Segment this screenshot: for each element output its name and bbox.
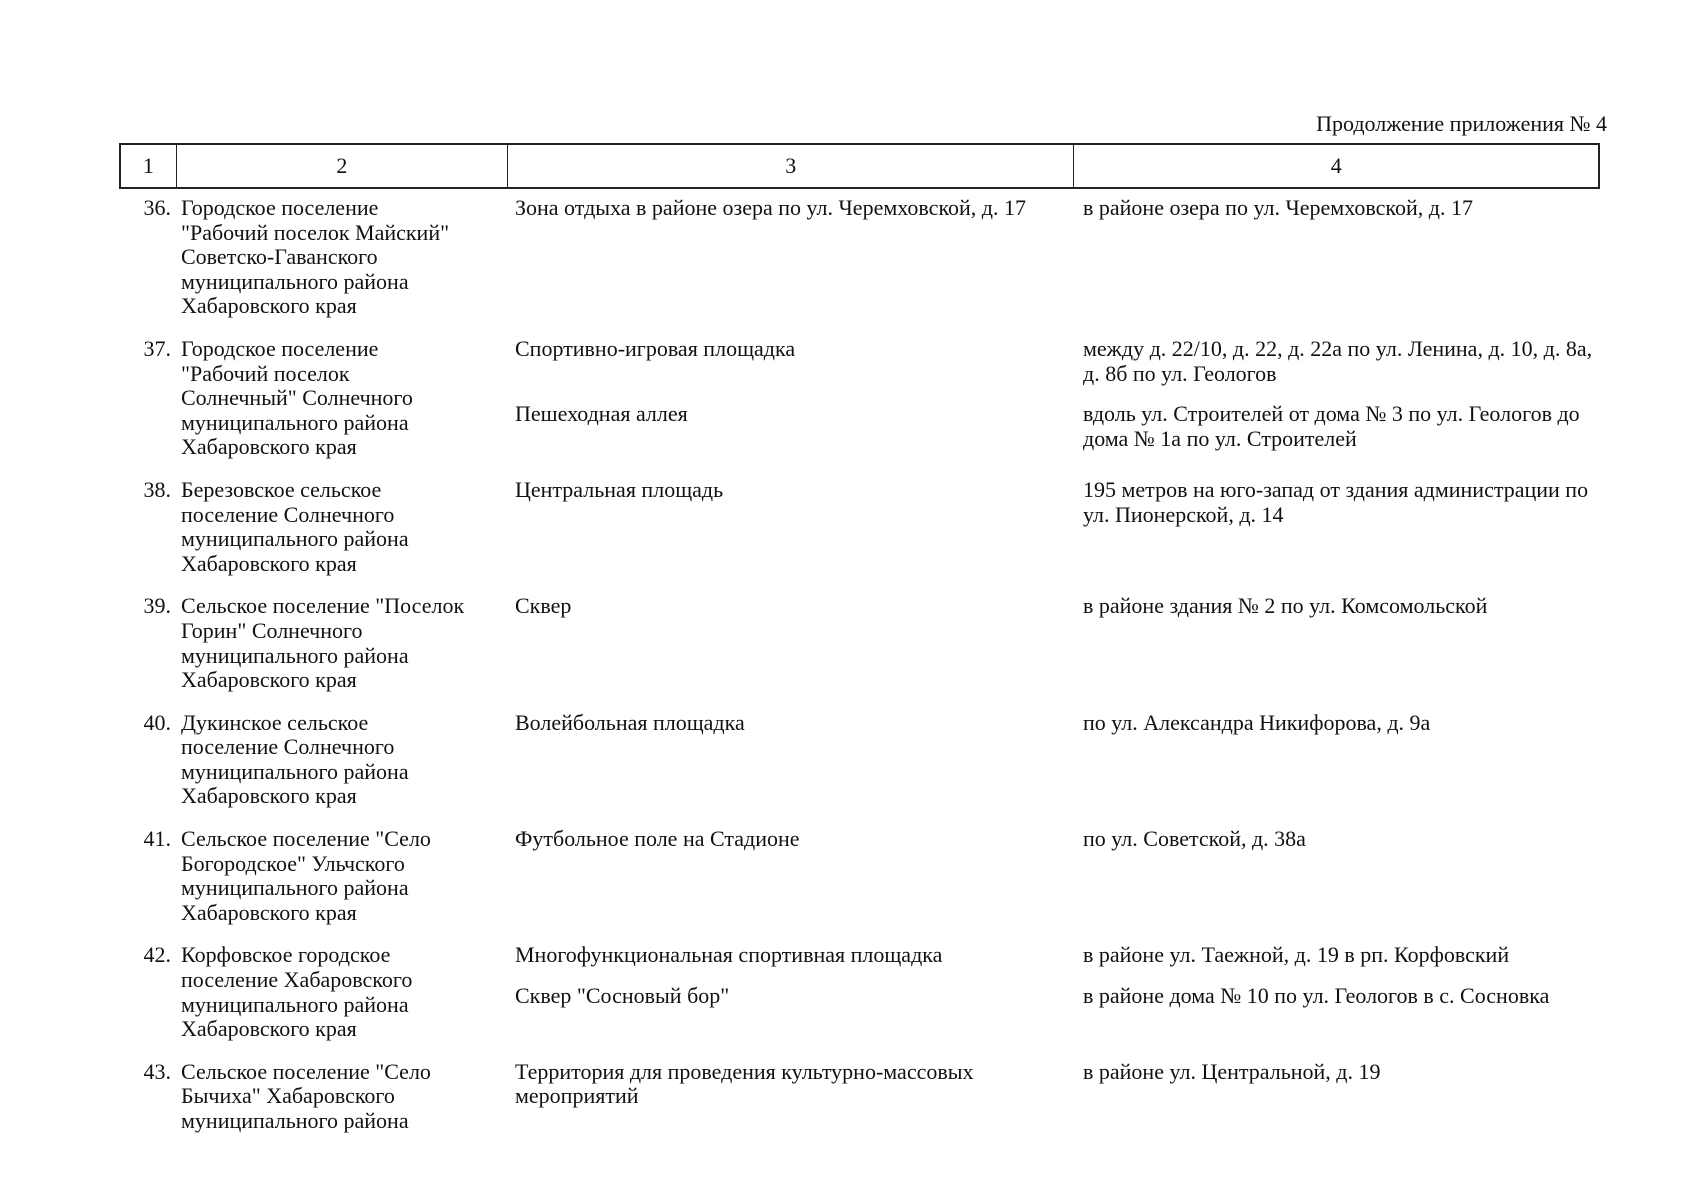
object-address: вдоль ул. Строителей от дома № 3 по ул. Геологов до дома № 1а по ул. Строителей xyxy=(1083,401,1580,451)
settlement-name xyxy=(175,711,507,809)
settlement-name-line: муниципального района xyxy=(181,758,409,784)
object-address: 195 метров на юго-запад от здания администрации по ул. Пионерской, д. 14 xyxy=(1083,476,1589,527)
object-address: в районе здания № 2 по ул. Комсомольской xyxy=(1083,593,1488,619)
settlement-name-line: Хабаровского края xyxy=(181,293,357,319)
settlement-name-line: муниципального района xyxy=(181,991,409,1017)
row-number: 39. xyxy=(143,593,171,619)
settlement-name-line: Дукинское сельское xyxy=(181,709,369,735)
object-address: в районе дома № 10 по ул. Геологов в с. Сосновка xyxy=(1083,983,1550,1009)
object-addresses xyxy=(1075,337,1600,460)
object-title: Футбольное поле на Стадионе xyxy=(515,826,800,852)
table-header xyxy=(119,143,1600,189)
settlement-name-line: поселение Хабаровского xyxy=(181,967,413,993)
object-title: Пешеходная аллея xyxy=(515,400,688,426)
settlement-name xyxy=(175,827,507,925)
object-addresses xyxy=(1075,827,1600,925)
settlement-name xyxy=(175,196,507,319)
object-title: Сквер xyxy=(515,593,572,619)
table-row xyxy=(119,943,1600,1059)
settlement-name xyxy=(175,478,507,576)
settlement-name-line: Солнечный" Солнечного xyxy=(181,385,413,411)
table-row xyxy=(119,478,1600,594)
settlement-name-line: Хабаровского края xyxy=(181,434,357,460)
table-row xyxy=(119,337,1600,478)
object-address: в районе ул. Центральной, д. 19 xyxy=(1083,1058,1381,1084)
table-row xyxy=(119,1060,1600,1152)
settlement-name xyxy=(175,594,507,692)
table-row xyxy=(119,594,1600,710)
appendix-caption: Продолжение приложения № 4 xyxy=(1316,111,1607,136)
settlement-name-line: Березовское сельское xyxy=(181,476,382,502)
settlement-name-line: муниципального района xyxy=(181,268,409,294)
row-number: 41. xyxy=(143,826,171,852)
settlement-name xyxy=(175,337,507,460)
object-address: по ул. Александра Никифорова, д. 9а xyxy=(1083,709,1431,735)
settlement-name-line: "Рабочий поселок xyxy=(181,360,350,386)
table-body xyxy=(119,196,1600,1152)
object-titles xyxy=(507,711,1075,809)
object-title: Волейбольная площадка xyxy=(515,709,745,735)
settlement-name-line: Бычиха" Хабаровского xyxy=(181,1083,395,1109)
row-number: 40. xyxy=(143,709,171,735)
object-titles xyxy=(507,827,1075,925)
object-address: между д. 22/10, д. 22, д. 22а по ул. Ленина, д. 10, д. 8а, д. 8б по ул. Геологов xyxy=(1083,335,1593,386)
object-titles xyxy=(507,337,1075,460)
object-title: Сквер "Сосновый бор" xyxy=(515,983,730,1009)
table-row xyxy=(119,711,1600,827)
row-number: 43. xyxy=(143,1058,171,1084)
table-row xyxy=(119,827,1600,943)
settlement-name-line: Хабаровского края xyxy=(181,899,357,925)
settlement-name-line: Сельское поселение "Поселок xyxy=(181,593,465,619)
settlement-name-line: Хабаровского края xyxy=(181,1016,357,1042)
settlement-name xyxy=(175,943,507,1041)
object-addresses xyxy=(1075,594,1600,692)
object-title: Спортивно-игровая площадка xyxy=(515,335,796,361)
settlement-name-line: муниципального района xyxy=(181,1108,409,1133)
settlement-name-line: Богородское" Ульчского xyxy=(181,850,405,876)
settlement-name xyxy=(175,1060,507,1134)
object-titles xyxy=(507,196,1075,319)
settlement-name-line: муниципального района xyxy=(181,526,409,552)
row-number: 36. xyxy=(143,195,171,220)
settlement-name-line: Советско-Гаванского xyxy=(181,244,378,270)
header-col-4: 4 xyxy=(1330,153,1342,178)
settlement-name-line: Сельское поселение "Село xyxy=(181,1058,431,1084)
settlement-name-line: Хабаровского края xyxy=(181,667,357,693)
object-title: Территория для проведения культурно-массовых мероприятий xyxy=(515,1058,974,1109)
settlement-name-line: Городское поселение xyxy=(181,195,379,220)
object-titles xyxy=(507,943,1075,1041)
settlement-name-line: муниципального района xyxy=(181,875,409,901)
object-addresses xyxy=(1075,711,1600,809)
object-titles xyxy=(507,1060,1075,1134)
object-addresses xyxy=(1075,196,1600,319)
settlement-name-line: поселение Солнечного xyxy=(181,734,395,760)
settlement-name-line: Хабаровского края xyxy=(181,783,357,809)
settlement-name-line: Сельское поселение "Село xyxy=(181,826,431,852)
settlement-name-line: "Рабочий поселок Майский" xyxy=(181,219,450,245)
table-row xyxy=(119,196,1600,337)
object-address: в районе ул. Таежной, д. 19 в рп. Корфовский xyxy=(1083,942,1510,968)
object-titles xyxy=(507,478,1075,576)
object-addresses xyxy=(1075,1060,1600,1134)
object-addresses xyxy=(1075,943,1600,1041)
settlement-name-line: Горин" Солнечного xyxy=(181,617,363,643)
object-title: Зона отдыха в районе озера по ул. Черемховской, д. 17 xyxy=(515,195,1026,220)
settlement-name-line: муниципального района xyxy=(181,409,409,435)
settlement-name-line: Корфовское городское xyxy=(181,942,391,968)
object-title: Центральная площадь xyxy=(515,476,724,502)
object-addresses xyxy=(1075,478,1600,576)
settlement-name-line: Хабаровского края xyxy=(181,550,357,576)
header-col-1: 1 xyxy=(121,145,177,187)
object-titles xyxy=(507,594,1075,692)
row-number: 37. xyxy=(143,335,171,361)
header-col-2: 2 xyxy=(177,145,508,187)
row-number: 42. xyxy=(143,942,171,968)
row-number: 38. xyxy=(143,476,171,502)
settlement-name-line: муниципального района xyxy=(181,642,409,668)
settlement-name-line: поселение Солнечного xyxy=(181,501,395,527)
header-col-3: 3 xyxy=(508,145,1074,187)
object-address: по ул. Советской, д. 38а xyxy=(1083,826,1306,852)
object-address: в районе озера по ул. Черемховской, д. 17 xyxy=(1083,195,1473,220)
settlement-name-line: Городское поселение xyxy=(181,335,379,361)
object-title: Многофункциональная спортивная площадка xyxy=(515,942,943,968)
